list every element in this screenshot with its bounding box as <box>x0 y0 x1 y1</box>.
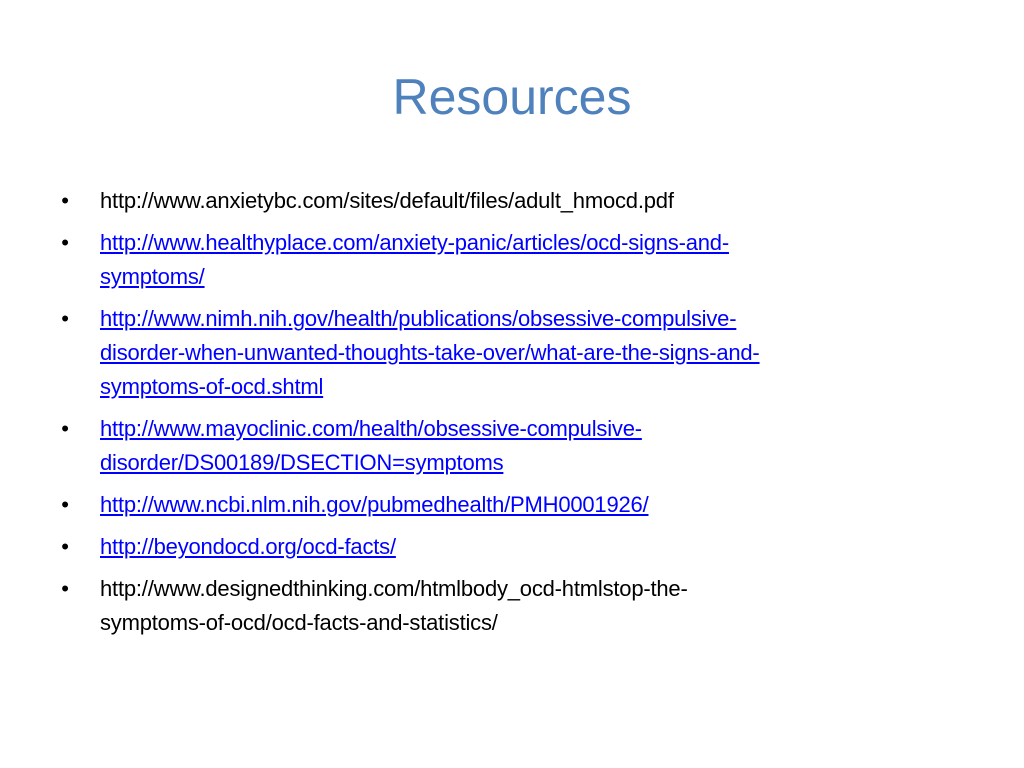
list-item <box>55 302 960 404</box>
resource-link-mayoclinic[interactable]: http://www.mayoclinic.com/health/obsessive-compulsive- disorder/DS00189/DSECTION=symptoms <box>100 416 642 475</box>
list-item <box>55 412 960 480</box>
list-item <box>55 488 960 522</box>
resource-text-anxietybc: http://www.anxietybc.com/sites/default/files/adult_hmocd.pdf <box>100 188 674 213</box>
list-item <box>55 226 960 294</box>
bullet-icon: • <box>61 416 69 441</box>
list-item <box>55 572 960 640</box>
bullet-icon: • <box>61 230 69 255</box>
bullet-icon: • <box>61 534 69 559</box>
resource-link-nimh[interactable]: http://www.nimh.nih.gov/health/publications/obsessive-compulsive- disorder-when-unwanted-thoughts-take-over/what-are-the-signs-and- symptoms-of-ocd.shtml <box>100 306 760 399</box>
resource-link-healthyplace[interactable]: http://www.healthyplace.com/anxiety-panic/articles/ocd-signs-and- symptoms/ <box>100 230 729 289</box>
resource-link-beyondocd[interactable]: http://beyondocd.org/ocd-facts/ <box>100 534 396 559</box>
resource-text-designedthinking: http://www.designedthinking.com/htmlbody_ocd-htmlstop-the- symptoms-of-ocd/ocd-facts-and-statistics/ <box>100 576 688 635</box>
list-item <box>55 530 960 564</box>
bullet-icon: • <box>61 492 69 517</box>
slide-title: Resources <box>392 69 632 125</box>
bullet-icon: • <box>61 306 69 331</box>
resource-link-ncbi[interactable]: http://www.ncbi.nlm.nih.gov/pubmedhealth/PMH0001926/ <box>100 492 649 517</box>
bullet-icon: • <box>61 576 69 601</box>
resource-list <box>55 184 960 648</box>
bullet-icon: • <box>61 188 69 213</box>
list-item <box>55 184 960 218</box>
